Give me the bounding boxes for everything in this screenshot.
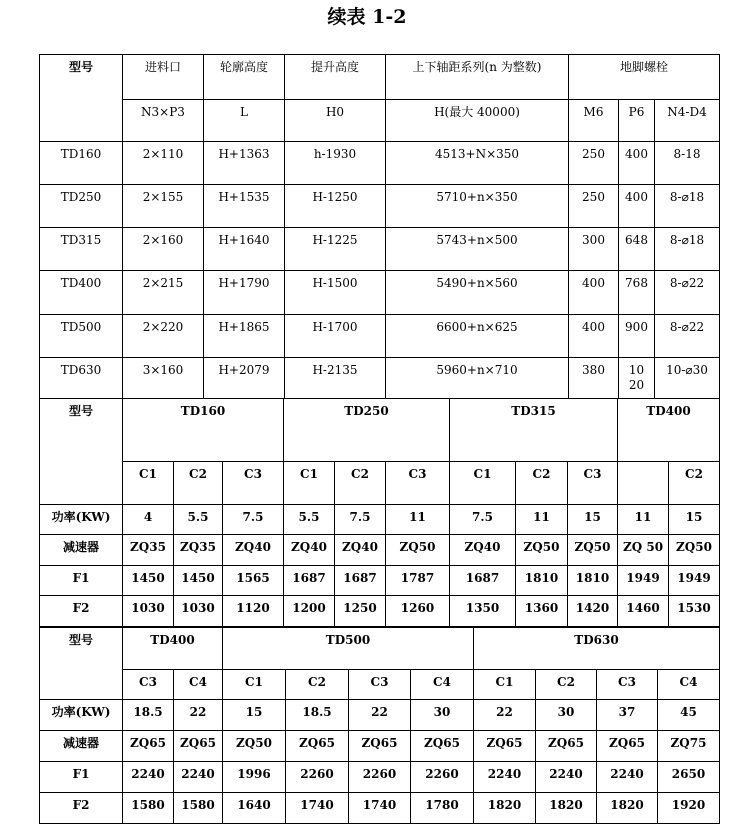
table-row: [40, 271, 720, 315]
table-cell: 1810: [568, 566, 618, 596]
table-cell: H-1250: [285, 185, 386, 228]
table-cell: 15: [669, 505, 720, 535]
group-header: TD160: [123, 399, 284, 462]
table-cell: 1120: [223, 596, 284, 627]
table-cell: TD400: [40, 271, 123, 315]
table-cell: ZQ50: [568, 535, 618, 566]
table-cell: 1260: [386, 596, 450, 627]
table-cell: H-2135: [285, 358, 386, 399]
table-cell: 1640: [223, 793, 286, 824]
table-cell: H+2079: [204, 358, 285, 399]
table-cell: ZQ65: [474, 731, 536, 762]
table-cell: ZQ40: [284, 535, 335, 566]
group-header: TD250: [284, 399, 450, 462]
col-header: C2: [536, 670, 597, 700]
col-header: C2: [286, 670, 349, 700]
group-header: TD400: [618, 399, 720, 462]
table-cell: ZQ50: [223, 731, 286, 762]
col-header: C4: [658, 670, 720, 700]
table-cell: 1420: [568, 596, 618, 627]
table-cell: 400: [619, 142, 655, 185]
table-cell: 11: [618, 505, 669, 535]
table-cell: 2×155: [123, 185, 204, 228]
table-cell: ZQ50: [386, 535, 450, 566]
table-cell: 380: [569, 358, 619, 399]
table-cell: ZQ50: [516, 535, 568, 566]
row-label: 减速器: [40, 535, 123, 566]
col-header: C2: [669, 462, 720, 505]
row-label: F1: [40, 566, 123, 596]
table-cell: ZQ75: [658, 731, 720, 762]
model-label: 型号: [40, 628, 123, 700]
table-cell: 11: [386, 505, 450, 535]
table-cell: ZQ40: [335, 535, 386, 566]
table-cell: TD250: [40, 185, 123, 228]
table-cell: 1450: [174, 566, 223, 596]
table-cell: ZQ65: [536, 731, 597, 762]
table-cell: 1580: [174, 793, 223, 824]
table-cell: 1020: [619, 358, 655, 399]
power-table-2: [39, 627, 720, 824]
table-cell: 8-⌀18: [655, 228, 720, 271]
table-cell: 22: [174, 700, 223, 731]
table-cell: TD160: [40, 142, 123, 185]
table-cell: 250: [569, 185, 619, 228]
table-cell: ZQ50: [669, 535, 720, 566]
table-cell: 45: [658, 700, 720, 731]
table-row: [40, 762, 720, 793]
row-label: F2: [40, 596, 123, 627]
table-cell: H-1500: [285, 271, 386, 315]
col-header: C1: [123, 462, 174, 505]
table-cell: H-1225: [285, 228, 386, 271]
table-cell: 1740: [349, 793, 411, 824]
table-row: [40, 358, 720, 399]
table-cell: 1996: [223, 762, 286, 793]
table-cell: ZQ35: [123, 535, 174, 566]
table-cell: ZQ 50: [618, 535, 669, 566]
table-cell: 37: [597, 700, 658, 731]
group-header: TD315: [450, 399, 618, 462]
table-cell: TD500: [40, 315, 123, 358]
table-cell: 1200: [284, 596, 335, 627]
table-cell: 1820: [597, 793, 658, 824]
table-cell: 1787: [386, 566, 450, 596]
subheader-n3p3: N3×P3: [123, 100, 204, 142]
col-header: C4: [411, 670, 474, 700]
group-header: TD400: [123, 628, 223, 670]
table-cell: 400: [619, 185, 655, 228]
table-cell: 2240: [174, 762, 223, 793]
col-header: C4: [174, 670, 223, 700]
header-inlet: 进料口: [123, 55, 204, 100]
subheader-h0: H0: [285, 100, 386, 142]
table-cell: 1949: [669, 566, 720, 596]
table-cell: 400: [569, 271, 619, 315]
table-cell: ZQ35: [174, 535, 223, 566]
table-cell: 2240: [536, 762, 597, 793]
header-outline-height: 轮廓高度: [204, 55, 285, 100]
table-row: [40, 228, 720, 271]
page-title: 续表 1-2: [327, 6, 407, 28]
power-table-1: [39, 398, 720, 627]
table-cell: 2240: [123, 762, 174, 793]
table-cell: 5.5: [284, 505, 335, 535]
dimensions-table: [39, 54, 720, 399]
group-header: TD630: [474, 628, 720, 670]
col-header: C3: [597, 670, 658, 700]
header-anchor-bolt: 地脚螺栓: [569, 55, 720, 100]
table-row: [40, 315, 720, 358]
table-row: [40, 535, 720, 566]
col-header: C1: [223, 670, 286, 700]
table-cell: 2260: [286, 762, 349, 793]
table-cell: 768: [619, 271, 655, 315]
table-row: [40, 505, 720, 535]
table-cell: 8-⌀22: [655, 271, 720, 315]
table-cell: 250: [569, 142, 619, 185]
header-axle-distance: 上下轴距系列(n 为整数): [386, 55, 569, 100]
col-header: C1: [450, 462, 516, 505]
table-cell: 5710+n×350: [386, 185, 569, 228]
col-header: C2: [516, 462, 568, 505]
col-header: C1: [284, 462, 335, 505]
table-cell: 30: [411, 700, 474, 731]
table-cell: ZQ65: [597, 731, 658, 762]
col-header: [618, 462, 669, 505]
table-cell: 1810: [516, 566, 568, 596]
col-header: C3: [223, 462, 284, 505]
table-cell: 15: [223, 700, 286, 731]
table-cell: ZQ40: [450, 535, 516, 566]
table-cell: 6600+n×625: [386, 315, 569, 358]
table-cell: 2260: [349, 762, 411, 793]
model-label: 型号: [40, 399, 123, 505]
table-cell: 1580: [123, 793, 174, 824]
table-cell: h-1930: [285, 142, 386, 185]
table-cell: 5743+n×500: [386, 228, 569, 271]
table-cell: 8-⌀22: [655, 315, 720, 358]
table-cell: 1350: [450, 596, 516, 627]
col-header: C3: [568, 462, 618, 505]
table-cell: H+1363: [204, 142, 285, 185]
col-header: C1: [474, 670, 536, 700]
table-cell: 2260: [411, 762, 474, 793]
table-cell: 1250: [335, 596, 386, 627]
table-cell: 1360: [516, 596, 568, 627]
table-cell: ZQ40: [223, 535, 284, 566]
table-cell: ZQ65: [123, 731, 174, 762]
table-cell: 5960+n×710: [386, 358, 569, 399]
table-cell: 1687: [284, 566, 335, 596]
subheader-m6: M6: [569, 100, 619, 142]
table-cell: 1030: [174, 596, 223, 627]
table-cell: 2240: [597, 762, 658, 793]
table-row: [40, 793, 720, 824]
table-cell: 648: [619, 228, 655, 271]
row-label: F1: [40, 762, 123, 793]
table-cell: TD630: [40, 358, 123, 399]
table-cell: 7.5: [450, 505, 516, 535]
table-cell: 2650: [658, 762, 720, 793]
table-cell: 2×215: [123, 271, 204, 315]
table-cell: 300: [569, 228, 619, 271]
table-cell: TD315: [40, 228, 123, 271]
table-cell: 5.5: [174, 505, 223, 535]
col-header: C3: [123, 670, 174, 700]
table-cell: H+1865: [204, 315, 285, 358]
table-cell: 1565: [223, 566, 284, 596]
table-cell: 7.5: [335, 505, 386, 535]
table-cell: ZQ65: [349, 731, 411, 762]
row-label: 减速器: [40, 731, 123, 762]
table-cell: 1780: [411, 793, 474, 824]
table-cell: 400: [569, 315, 619, 358]
table-cell: ZQ65: [174, 731, 223, 762]
row-label: 功率(KW): [40, 700, 123, 731]
table-cell: 1820: [474, 793, 536, 824]
table-cell: 30: [536, 700, 597, 731]
table-cell: H+1790: [204, 271, 285, 315]
table-cell: H-1700: [285, 315, 386, 358]
table-cell: 1460: [618, 596, 669, 627]
header-lift-height: 提升高度: [285, 55, 386, 100]
table-cell: 18.5: [123, 700, 174, 731]
col-header: C3: [386, 462, 450, 505]
table-cell: 22: [474, 700, 536, 731]
table-cell: 2240: [474, 762, 536, 793]
table-cell: 2×160: [123, 228, 204, 271]
table-cell: 11: [516, 505, 568, 535]
table-row: [40, 700, 720, 731]
table-cell: 10-⌀30: [655, 358, 720, 399]
subheader-p6: P6: [619, 100, 655, 142]
table-cell: 7.5: [223, 505, 284, 535]
table-cell: ZQ65: [411, 731, 474, 762]
table-cell: 22: [349, 700, 411, 731]
col-header: C3: [349, 670, 411, 700]
table-cell: 1920: [658, 793, 720, 824]
table-cell: 4513+N×350: [386, 142, 569, 185]
col-header: C2: [174, 462, 223, 505]
table-row: [40, 185, 720, 228]
table-cell: 2×220: [123, 315, 204, 358]
col-header: C2: [335, 462, 386, 505]
table-cell: 2×110: [123, 142, 204, 185]
table-cell: 1450: [123, 566, 174, 596]
table-cell: 3×160: [123, 358, 204, 399]
table-cell: 18.5: [286, 700, 349, 731]
table-cell: 1687: [450, 566, 516, 596]
table-cell: 15: [568, 505, 618, 535]
table-row: [40, 596, 720, 627]
table-cell: 1740: [286, 793, 349, 824]
table-cell: H+1535: [204, 185, 285, 228]
table-cell: 1530: [669, 596, 720, 627]
table-cell: 900: [619, 315, 655, 358]
table-cell: 8-⌀18: [655, 185, 720, 228]
header-model: 型号: [40, 55, 123, 142]
table-cell: ZQ65: [286, 731, 349, 762]
row-label: 功率(KW): [40, 505, 123, 535]
table-cell: 1687: [335, 566, 386, 596]
table-row: [40, 142, 720, 185]
table-cell: H+1640: [204, 228, 285, 271]
table-cell: 1949: [618, 566, 669, 596]
table-row: [40, 566, 720, 596]
subheader-l: L: [204, 100, 285, 142]
table-cell: 8-18: [655, 142, 720, 185]
table-row: [40, 731, 720, 762]
table-cell: 4: [123, 505, 174, 535]
subheader-n4d4: N4-D4: [655, 100, 720, 142]
table-cell: 5490+n×560: [386, 271, 569, 315]
group-header: TD500: [223, 628, 474, 670]
row-label: F2: [40, 793, 123, 824]
table-cell: 1820: [536, 793, 597, 824]
table-cell: 1030: [123, 596, 174, 627]
subheader-h: H(最大 40000): [386, 100, 569, 142]
